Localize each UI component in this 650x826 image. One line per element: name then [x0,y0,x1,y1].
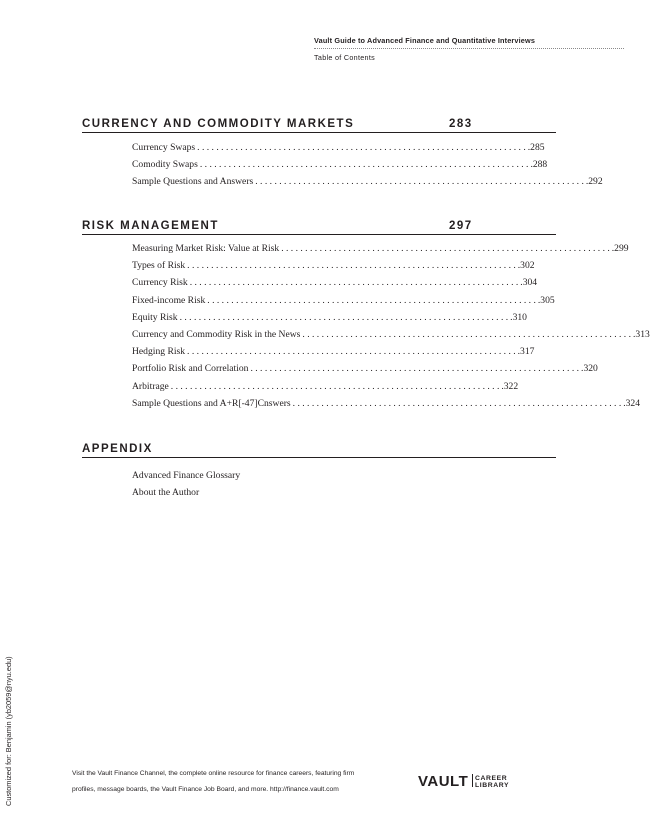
footer-line: Visit the Vault Finance Channel, the complete online resource for finance careers, featuring firm [72,770,355,777]
toc-entry[interactable] [132,243,629,260]
toc-entry-label[interactable]: Advanced Finance Glossary [132,470,241,481]
toc-entry-label: Fixed-income Risk [132,294,206,306]
section-heading-risk[interactable] [82,219,556,235]
logo-divider [472,774,473,787]
toc-entry-label: Measuring Market Risk: Value at Risk [132,243,280,254]
toc-entry-page: .288 [530,159,548,171]
toc-entry-page: .299 [611,243,629,254]
logo-line-1: CAREER [475,775,508,782]
toc-entry-page: .317 [517,346,535,358]
dot-leader [207,295,536,306]
section-title: CURRENCY AND COMMODITY MARKETS [82,118,355,130]
dot-leader [293,398,622,409]
dot-leader [180,312,509,323]
toc-entry[interactable] [132,142,545,159]
header-divider [314,48,624,49]
section-page-number: 283 [449,118,473,130]
footer-note [72,766,412,797]
toc-entry[interactable] [132,328,650,346]
toc-entry-label: Sample Questions and Answers [132,176,254,188]
toc-entry[interactable] [132,397,641,415]
dot-leader [187,346,516,357]
toc-entry[interactable] [132,176,603,193]
toc-entry-label: Currency Risk [132,277,188,289]
toc-entry-label[interactable]: About the Author [132,487,200,499]
toc-entry-label: Currency Swaps [132,142,196,153]
toc-list-appendix [132,470,240,504]
toc-entry[interactable] [132,260,535,277]
toc-entry-label: Currency and Commodity Risk in the News [132,328,301,340]
vault-logo-icon [418,772,510,790]
toc-entry-page: .285 [527,142,545,153]
toc-entry[interactable] [132,294,555,312]
toc-entry-page: .292 [585,176,603,188]
toc-entry-label: Equity Risk [132,311,178,323]
toc-entry-label: Types of Risk [132,260,186,272]
toc-entry[interactable] [132,159,548,176]
toc-list-risk [132,243,650,415]
page-header [314,36,624,62]
dot-leader [187,260,516,271]
toc-entry-label: Arbitrage [132,380,169,392]
toc-entry-page: .320 [581,363,598,375]
section-heading-appendix[interactable] [82,442,556,458]
toc-entry[interactable] [132,311,527,329]
toc-entry-page: .322 [501,380,519,392]
toc-entry-label: Comodity Swaps [132,159,198,171]
toc-entry-label: Portfolio Risk and Correlation [132,363,249,375]
toc-entry-page: .304 [520,277,538,289]
section-page-number: 297 [449,220,473,232]
toc-entry-page: .310 [510,311,527,323]
toc-list-currency [132,142,603,194]
customization-note: Customized for: Benjamin (yb2059@nyu.edu) [4,656,13,806]
logo-line-2: LIBRARY [475,782,510,789]
dot-leader [255,176,584,187]
dot-leader [190,277,519,288]
dot-leader [200,159,529,170]
book-title: Vault Guide to Advanced Finance and Quantitative Interviews [314,36,536,45]
section-heading-currency[interactable] [82,117,556,133]
vault-career-library-logo [418,772,510,795]
toc-entry-page: .313 [633,328,650,340]
toc-entry-page: .305 [537,294,555,306]
toc-entry-label: Hedging Risk [132,346,186,358]
toc-entry[interactable] [132,346,535,363]
dot-leader [171,381,500,392]
section-title: RISK MANAGEMENT [82,220,219,232]
dot-leader [302,329,631,340]
toc-entry[interactable] [132,363,598,380]
header-subtitle: Table of Contents [314,53,376,62]
toc-entry-label: Sample Questions and A+R[-47]Cnswers [132,397,291,409]
toc-entry[interactable] [132,380,519,398]
toc-entry-page: .302 [517,260,535,272]
dot-leader [250,363,579,374]
section-title: APPENDIX [82,443,153,455]
toc-entry-page: .324 [623,397,641,409]
toc-entry[interactable] [132,277,538,294]
dot-leader [197,142,526,153]
dot-leader [281,243,610,254]
logo-word: VAULT [418,773,469,790]
footer-line[interactable]: profiles, message boards, the Vault Finance Job Board, and more. http://finance.vault.com [72,785,339,793]
